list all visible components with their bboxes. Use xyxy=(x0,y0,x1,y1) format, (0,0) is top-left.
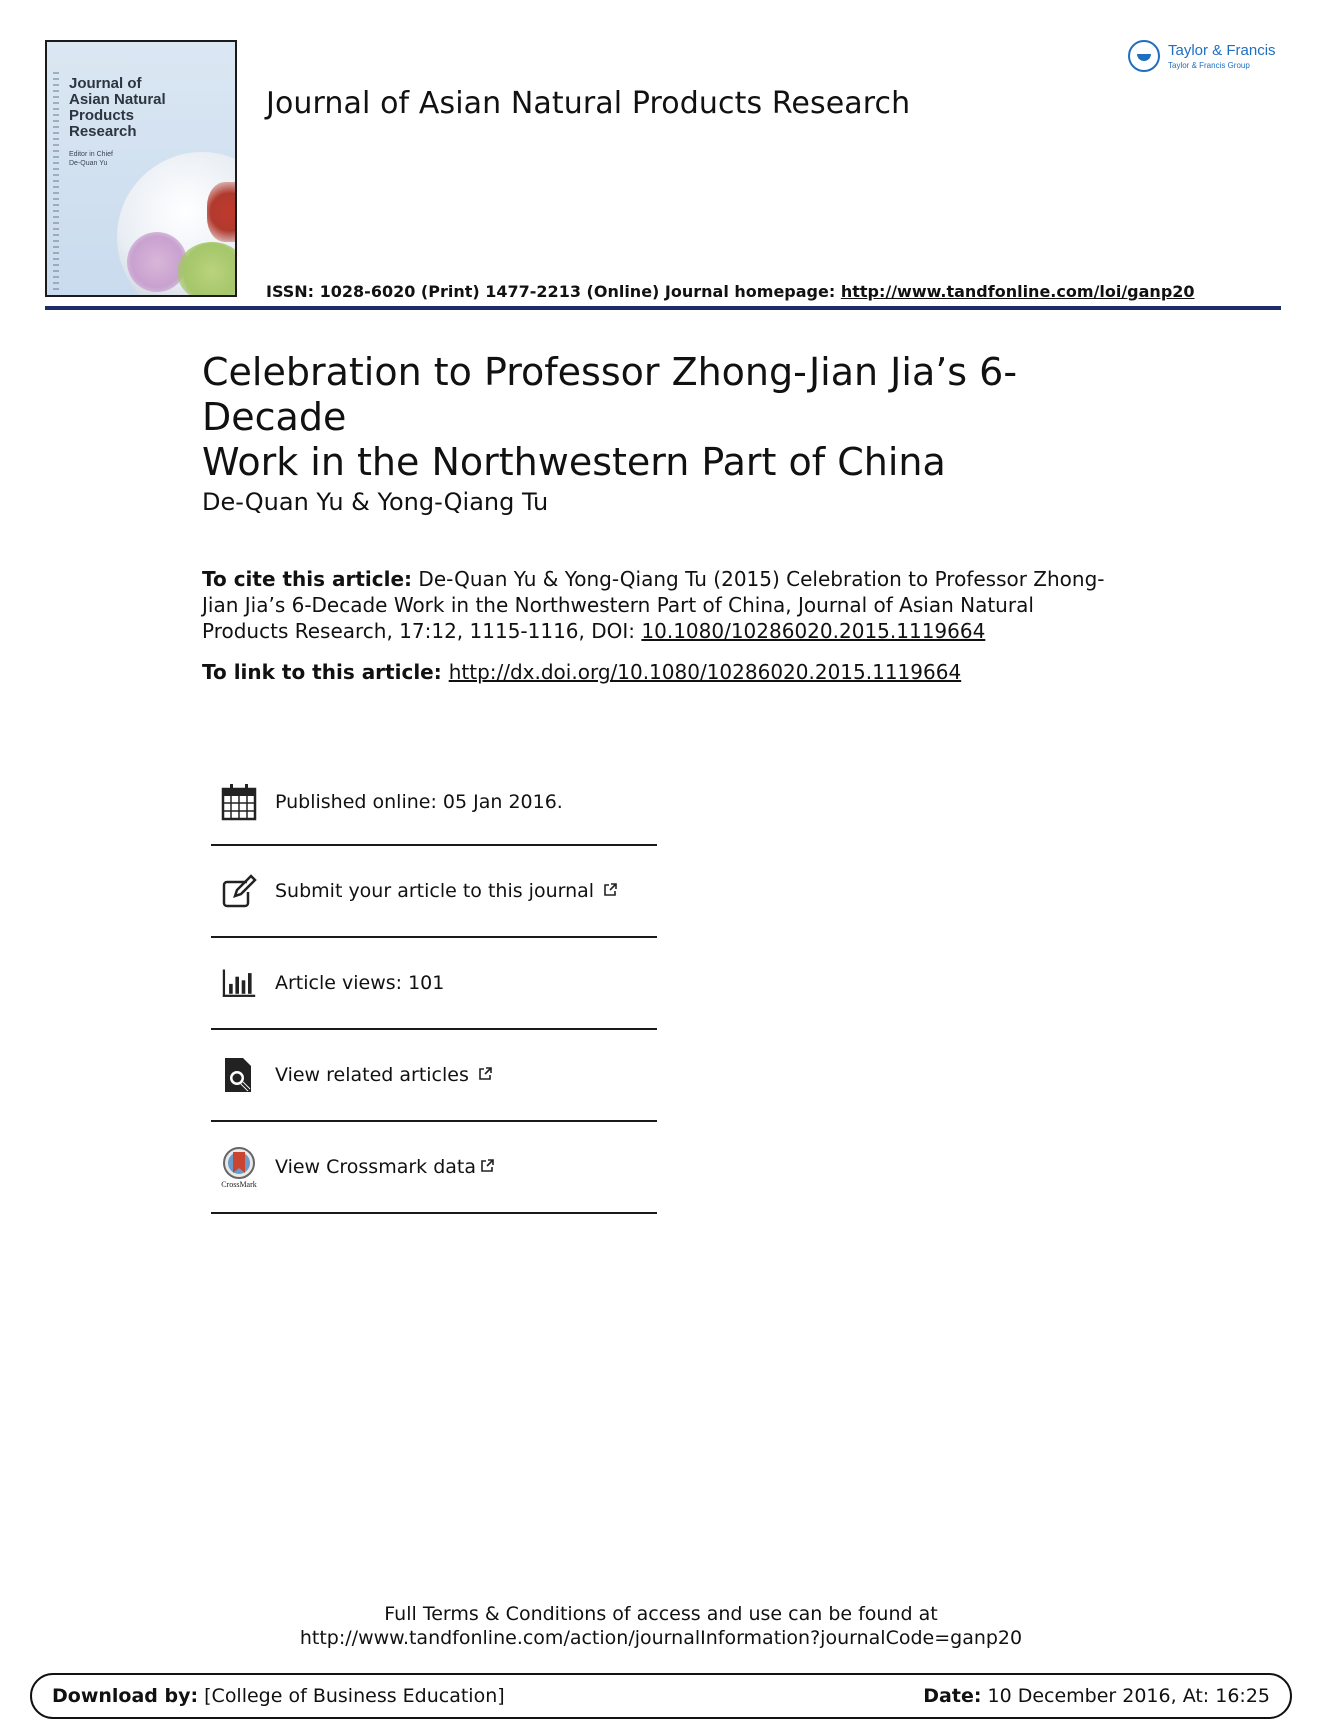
view-related-link[interactable] xyxy=(275,1064,493,1086)
crossmark-icon xyxy=(219,1146,259,1188)
external-link-icon xyxy=(602,882,618,898)
calendar-icon xyxy=(221,783,257,821)
download-value: [College of Business Education] xyxy=(198,1685,505,1707)
cover-subtitle xyxy=(69,150,113,168)
publisher-group: Taylor & Francis Group xyxy=(1168,61,1250,70)
download-info-bar xyxy=(30,1673,1292,1719)
publisher-lamp-icon xyxy=(1128,40,1160,72)
edit-icon xyxy=(221,872,257,910)
date-value: 10 December 2016, At: 16:25 xyxy=(981,1685,1270,1707)
submit-article-label: Submit your article to this journal xyxy=(275,880,595,902)
cover-title-line: Products xyxy=(69,107,135,124)
external-link-icon xyxy=(479,1158,495,1174)
date-label: Date: xyxy=(923,1685,982,1707)
article-title-line: Work in the Northwestern Part of China xyxy=(202,440,946,484)
bar-chart-icon xyxy=(221,964,257,1002)
journal-title: Journal of Asian Natural Products Research xyxy=(266,86,911,121)
download-date xyxy=(923,1685,1270,1707)
cover-molecule-red xyxy=(207,182,237,242)
article-authors: De-Quan Yu & Yong-Qiang Tu xyxy=(202,488,549,516)
article-title-line: Celebration to Professor Zhong-Jian Jia’s 6-Decade xyxy=(202,350,1018,439)
published-row xyxy=(211,760,657,846)
cover-title-line: Research xyxy=(69,123,137,140)
issn-line xyxy=(266,282,1195,301)
submit-article-link[interactable] xyxy=(275,880,618,902)
search-document-icon xyxy=(221,1056,257,1094)
issn-text: ISSN: 1028-6020 (Print) 1477-2213 (Online) Journal homepage: xyxy=(266,282,841,301)
cite-label: To cite this article: xyxy=(202,567,413,591)
submit-row[interactable] xyxy=(211,846,657,938)
cover-sub-line: Editor in Chief xyxy=(69,151,113,158)
cover-molecule-green xyxy=(177,242,237,297)
terms-line: Full Terms & Conditions of access and use can be found at xyxy=(384,1603,938,1625)
terms-url[interactable]: http://www.tandfonline.com/action/journalInformation?journalCode=ganp20 xyxy=(299,1627,1023,1649)
crossmark-row[interactable] xyxy=(211,1122,657,1214)
doi-link[interactable]: 10.1080/10286020.2015.1119664 xyxy=(641,619,986,643)
article-link-block xyxy=(202,660,961,684)
crossmark-label: View Crossmark data xyxy=(275,1156,477,1178)
published-date: Published online: 05 Jan 2016. xyxy=(275,791,563,813)
article-title xyxy=(202,350,1142,485)
cover-sub-line: De-Quan Yu xyxy=(69,160,108,167)
cover-title-line: Asian Natural xyxy=(69,91,166,108)
article-url-link[interactable]: http://dx.doi.org/10.1080/10286020.2015.1119664 xyxy=(448,660,962,684)
download-by xyxy=(52,1685,505,1707)
header-divider xyxy=(45,306,1281,310)
related-row[interactable] xyxy=(211,1030,657,1122)
cover-title xyxy=(69,76,166,140)
external-link-icon xyxy=(477,1066,493,1082)
article-info-list xyxy=(211,760,657,1214)
download-label: Download by: xyxy=(52,1685,199,1707)
views-row xyxy=(211,938,657,1030)
journal-cover-image xyxy=(45,40,237,297)
terms-block xyxy=(0,1602,1322,1650)
link-label: To link to this article: xyxy=(202,660,449,684)
cite-text: De-Quan Yu & Yong-Qiang Tu (2015) Celebration to Professor Zhong-Jian Jia’s 6-Decade Work in the Northwestern Part of China, Journal of Asian Natural Products Research, 17:12, 1115-1116, DOI: xyxy=(202,567,1105,643)
journal-homepage-link[interactable]: http://www.tandfonline.com/loi/ganp20 xyxy=(840,282,1195,301)
crossmark-caption: CrossMark xyxy=(221,1180,257,1188)
article-views: Article views: 101 xyxy=(275,972,445,994)
cover-spine xyxy=(53,72,59,292)
citation-block xyxy=(202,566,1112,644)
publisher-name: Taylor & Francis xyxy=(1168,42,1276,59)
publisher-logo xyxy=(1128,40,1288,76)
cover-title-line: Journal of xyxy=(69,75,142,92)
view-related-label: View related articles xyxy=(275,1064,469,1086)
crossmark-link[interactable] xyxy=(275,1156,495,1178)
